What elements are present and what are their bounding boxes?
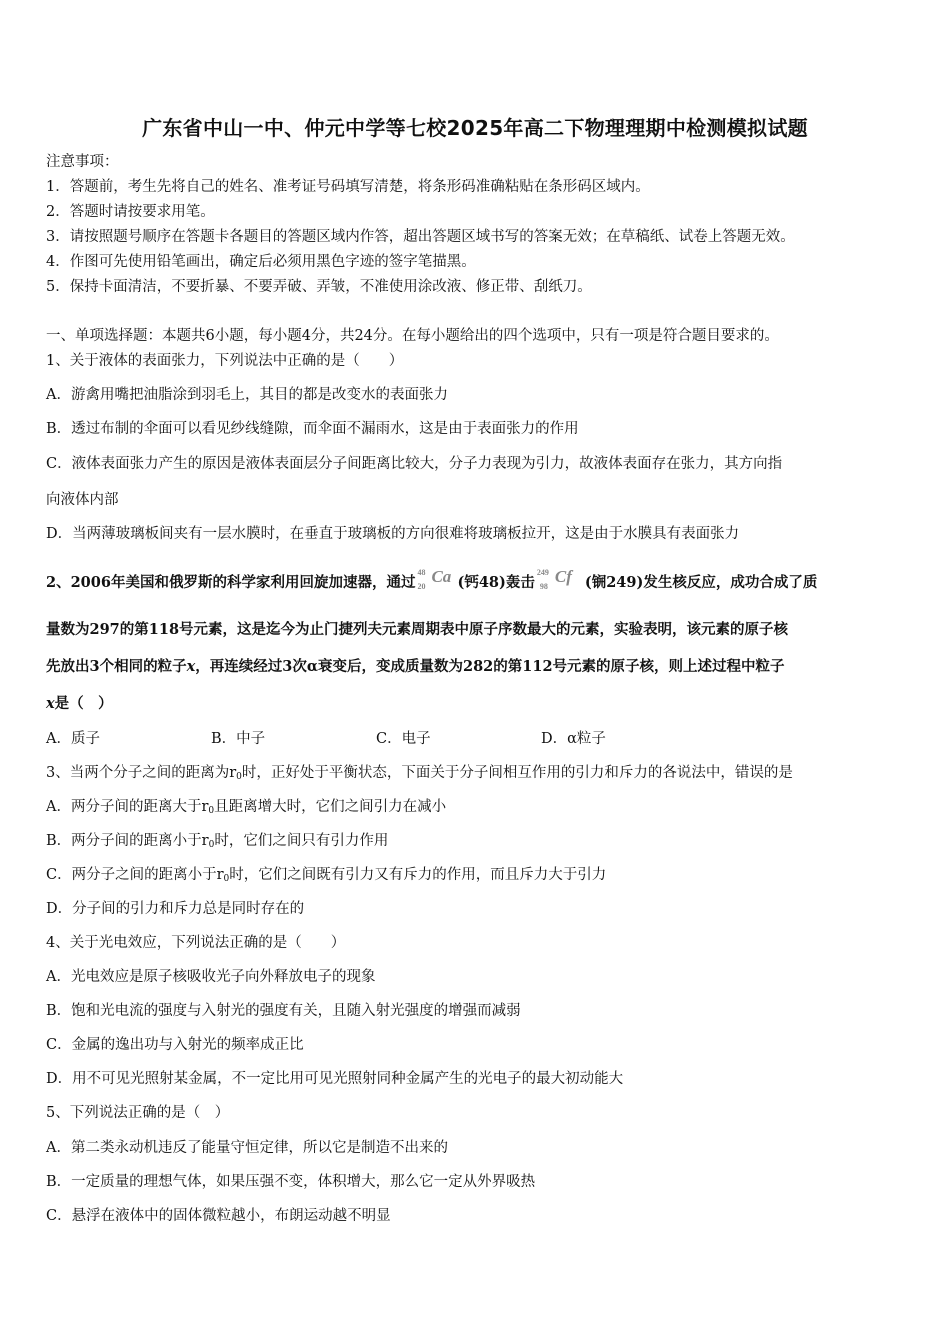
q1-option-a: A．游禽用嘴把油脂涂到羽毛上，其目的都是改变水的表面张力 [46, 387, 448, 403]
q2-line2: 量数为297的第118号元素，这是迄今为止门捷列夫元素周期表中原子序数最大的元素，实验表明，该元素的原子核 [46, 621, 789, 638]
subscript-zero: 0 [208, 806, 215, 816]
note-item: 1．答题前，考生先将自己的姓名、准考证号码填写清楚，将条形码准确粘贴在条形码区域内。 [46, 179, 650, 195]
q2-option-c: C．电子 [376, 731, 431, 747]
isotope-ca-z: 20 [417, 582, 426, 591]
section-intro: 一、单项选择题：本题共6小题，每小题4分，共24分。在每小题给出的四个选项中，只有一项是符合题目要求的。 [46, 328, 779, 344]
q2-option-d: D．α粒子 [541, 731, 606, 747]
q2-var-x: x [46, 695, 55, 712]
q5-option-a: A．第二类永动机违反了能量守恒定律，所以它是制造不出来的 [46, 1140, 448, 1156]
isotope-cf-z: 98 [539, 582, 548, 591]
q1-option-c: C．液体表面张力产生的原因是液体表面层分子间距离比较大，分子力表现为引力，故液体表面存在张力，其方向指 [46, 456, 783, 472]
q3-stem-b: 时，正好处于平衡状态，下面关于分子间相互作用的引力和斥力的各说法中，错误的是 [241, 765, 793, 781]
isotope-ca [415, 567, 457, 593]
q2-line3 [46, 657, 916, 677]
q3-option-c-text2: 时，它们之间既有引力又有斥力的作用，而且斥力大于引力 [229, 867, 607, 883]
q3-option-b-text: B．两分子间的距离小于r [46, 833, 209, 849]
q2-line3-a: 先放出3个相同的粒子 [46, 658, 187, 675]
q5-stem: 5、下列说法正确的是（ ） [46, 1105, 230, 1121]
q2-var-x: x [186, 658, 196, 675]
q3-option-a [46, 797, 916, 821]
note-item: 4．作图可先使用铅笔画出，确定后必须用黑色字迹的签字笔描黑。 [46, 254, 476, 270]
note-item: 5．保持卡面清洁，不要折暴、不要弄破、弄皱，不准使用涂改液、修正带、刮纸刀。 [46, 279, 592, 295]
isotope-ca-mass: 48 [417, 568, 426, 577]
q2-stem-b: (钙48)轰击 [457, 574, 535, 591]
isotope-cf [535, 567, 585, 593]
q4-stem: 4、关于光电效应，下列说法正确的是（ ） [46, 935, 346, 951]
q3-option-c-text: C．两分子之间的距离小于r [46, 867, 224, 883]
q3-option-a-text2: 且距离增大时，它们之间引力在减小 [214, 799, 447, 815]
isotope-cf-symbol: Cf [554, 567, 572, 586]
page-title: 广东省中山一中、仲元中学等七校2025年高二下物理理期中检测模拟试题 [142, 116, 808, 140]
q2-options [46, 729, 916, 749]
note-item: 3．请按照题号顺序在答题卡各题目的答题区域内作答，超出答题区域书写的答案无效；在草稿纸、试卷上答题无效。 [46, 229, 795, 245]
q1-option-b: B．透过布制的伞面可以看见纱线缝隙，而伞面不漏雨水，这是由于表面张力的作用 [46, 421, 579, 437]
q2-option-a: A．质子 [46, 731, 100, 747]
q3-option-b-text2: 时，它们之间只有引力作用 [214, 833, 389, 849]
subscript-zero: 0 [208, 840, 215, 850]
q2-line3-b: ，再连续经过3次α衰变后，变成质量数为282的第112号元素的原子核，则上述过程中粒子 [195, 658, 785, 675]
q4-option-a: A．光电效应是原子核吸收光子向外释放电子的现象 [46, 969, 376, 985]
q4-option-d: D．用不可见光照射某金属，不一定比用可见光照射同种金属产生的光电子的最大初动能大 [46, 1071, 624, 1087]
q1-stem: 1、关于液体的表面张力，下列说法中正确的是（ ） [46, 353, 404, 369]
q2-option-b: B．中子 [211, 731, 266, 747]
q5-option-b: B．一定质量的理想气体，如果压强不变，体积增大，那么它一定从外界吸热 [46, 1174, 536, 1190]
q2-stem-a: 2、2006年美国和俄罗斯的科学家利用回旋加速器，通过 [46, 574, 416, 591]
q3-option-c [46, 865, 916, 889]
q3-stem-a: 3、当两个分子之间的距离为r [46, 765, 237, 781]
q2-stem [46, 567, 916, 593]
q2-line4-b: 是（ ） [54, 695, 113, 712]
q3-option-d: D．分子间的引力和斥力总是同时存在的 [46, 901, 305, 917]
q3-option-a-text: A．两分子间的距离大于r [46, 799, 209, 815]
q4-option-b: B．饱和光电流的强度与入射光的强度有关，且随入射光强度的增强而减弱 [46, 1003, 521, 1019]
q1-option-c-cont: 向液体内部 [46, 492, 119, 508]
note-item: 2．答题时请按要求用笔。 [46, 204, 215, 220]
isotope-ca-symbol: Ca [431, 567, 452, 586]
q3-option-b [46, 831, 916, 855]
q1-option-d: D．当两薄玻璃板间夹有一层水膜时，在垂直于玻璃板的方向很难将玻璃板拉开，这是由于水膜具有表面张力 [46, 526, 740, 542]
q5-option-c: C．悬浮在液体中的固体微粒越小，布朗运动越不明显 [46, 1208, 391, 1224]
q2-line4 [46, 694, 916, 714]
notes-heading: 注意事项： [46, 154, 119, 170]
isotope-cf-mass: 249 [536, 568, 549, 577]
q3-stem [46, 763, 916, 787]
q2-stem-c: (锎249)发生核反应，成功合成了质 [584, 574, 818, 591]
subscript-zero: 0 [236, 772, 242, 782]
subscript-zero: 0 [223, 874, 230, 884]
q4-option-c: C．金属的逸出功与入射光的频率成正比 [46, 1037, 304, 1053]
